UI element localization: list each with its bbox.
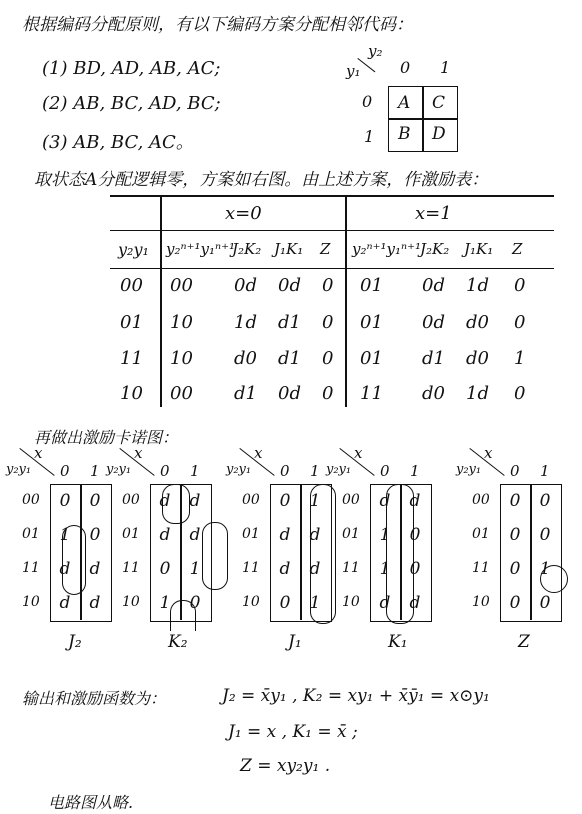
kmap-cell: d — [89, 559, 101, 579]
kmap-row-label: 11 — [122, 560, 140, 576]
kmap-x-label: x — [484, 444, 493, 462]
kmap-row-label: 00 — [22, 492, 40, 508]
kmap-cell: 1 — [539, 559, 551, 579]
group-x0: x=0 — [225, 203, 262, 224]
table-cell-x0: 0 — [322, 275, 334, 296]
kmap-col-0: 0 — [510, 462, 520, 480]
choice-text: 取状态A分配逻辑零，方案如右图。由上述方案，作激励表： — [34, 170, 489, 190]
j1-loop — [310, 484, 336, 624]
table-cell-x1: 1 — [514, 348, 526, 369]
option-3: (3) AB, BC, AC。 — [42, 132, 194, 153]
kmap-row-label: 01 — [22, 526, 40, 542]
table-cell-x1: 01 — [360, 275, 383, 296]
footer-note: 电路图从略. — [48, 793, 134, 812]
kmap-row-label: 00 — [472, 492, 490, 508]
x0-j2k2-header: J₂K₂ — [232, 240, 262, 258]
kmap-label: J₁ — [288, 632, 302, 652]
map-cell-d: D — [432, 124, 446, 144]
kmap-cell: d — [379, 491, 391, 511]
table-row-state: 10 — [120, 383, 143, 404]
equation-1: J₂ = x̄y₁ , K₂ = xy₁ + x̄ȳ₁ = x⊙y₁ — [222, 686, 490, 706]
table-cell-x0: d1 — [234, 383, 257, 404]
kmap-row-label: 11 — [242, 560, 260, 576]
kmap-cell: 1 — [189, 559, 201, 579]
table-row-state: 11 — [120, 348, 143, 369]
z-circle — [540, 565, 568, 593]
kmap-row-label: 00 — [242, 492, 260, 508]
table-cell-x0: 10 — [170, 348, 193, 369]
map-cell-b: B — [398, 124, 411, 144]
table-cell-x1: d1 — [422, 348, 445, 369]
kmap-col-0: 0 — [380, 462, 390, 480]
kmap-cell: d — [159, 525, 171, 545]
kmap-cell: 0 — [89, 525, 101, 545]
kmap-y-label: y₂y₁ — [456, 462, 482, 477]
table-cell-x1: 11 — [360, 383, 383, 404]
kmap-cell: 0 — [539, 593, 551, 613]
kmap-col-1: 1 — [90, 462, 100, 480]
kmap-row-label: 10 — [342, 594, 360, 610]
map-y2-label: y₂ — [368, 42, 383, 60]
x1-j2k2-header: J₂K₂ — [420, 240, 450, 258]
table-cell-x0: 0d — [278, 275, 301, 296]
k2-loop-top — [162, 484, 190, 524]
kmap-y-label: y₂y₁ — [6, 462, 32, 477]
kmap-cell: 0 — [159, 559, 171, 579]
kmap-cell: d — [279, 559, 291, 579]
kmap-row-label: 00 — [122, 492, 140, 508]
kmap-col-1: 1 — [410, 462, 420, 480]
kmap-cell: 1 — [159, 593, 171, 613]
map-y1-label: y₁ — [346, 62, 361, 80]
table-cell-x1: 0d — [422, 275, 445, 296]
kmap-label: K₁ — [388, 632, 408, 652]
kmap-cell: 0 — [189, 593, 201, 613]
x1-z-header: Z — [512, 240, 523, 258]
kmap-y-label: y₂y₁ — [326, 462, 352, 477]
x1-j1k1-header: J₁K₁ — [464, 240, 494, 258]
kmap-cell: d — [379, 593, 391, 613]
kmap-label: Z — [518, 632, 530, 652]
kmap-heading: 再做出激励卡诺图： — [34, 428, 179, 447]
kmap-cell: 0 — [539, 525, 551, 545]
kmap-col-1: 1 — [310, 462, 320, 480]
kmap-cell: d — [279, 525, 291, 545]
table-header-rule — [110, 268, 554, 269]
map-cell-a: A — [398, 93, 411, 113]
state-header: y₂y₁ — [118, 240, 149, 259]
table-cell-x1: d0 — [466, 312, 489, 333]
equations-heading: 输出和激励函数为： — [22, 689, 167, 708]
kmap-x-label: x — [354, 444, 363, 462]
table-cell-x0: 0d — [278, 383, 301, 404]
map-cell-c: C — [432, 93, 446, 113]
kmap-row-label: 01 — [342, 526, 360, 542]
kmap-cell: d — [309, 525, 321, 545]
table-top-rule — [110, 195, 554, 197]
table-cell-x0: 00 — [170, 275, 193, 296]
equation-2: J₁ = x , K₁ = x̄ ; — [228, 722, 358, 742]
table-cell-x0: 1d — [234, 312, 257, 333]
kmap-x-label: x — [254, 444, 263, 462]
k1-loop — [386, 484, 414, 624]
map-col-1: 1 — [440, 58, 451, 77]
kmap-cell: d — [159, 491, 171, 511]
kmap-cell: d — [189, 525, 201, 545]
kmap-cell: d — [409, 593, 421, 613]
kmap-cell: 0 — [509, 525, 521, 545]
kmap-cell: d — [409, 491, 421, 511]
kmap-cell: 0 — [509, 559, 521, 579]
x0-z-header: Z — [320, 240, 331, 258]
kmap-cell: 0 — [279, 491, 291, 511]
table-cell-x1: 0d — [422, 312, 445, 333]
table-cell-x1: d0 — [466, 348, 489, 369]
table-cell-x1: 01 — [360, 348, 383, 369]
map-hline — [388, 118, 458, 120]
kmap-cell: 0 — [509, 593, 521, 613]
x0-j1k1-header: J₁K₁ — [274, 240, 304, 258]
kmap-col-0: 0 — [160, 462, 170, 480]
table-cell-x0: 10 — [170, 312, 193, 333]
table-cell-x1: d0 — [422, 383, 445, 404]
kmap-row-label: 01 — [242, 526, 260, 542]
kmap-cell: 0 — [509, 491, 521, 511]
k2-loop-right — [202, 522, 228, 590]
equation-3: Z = xy₂y₁ . — [240, 756, 331, 776]
table-cell-x1: 1d — [466, 383, 489, 404]
table-cell-x0: 0 — [322, 312, 334, 333]
option-1: (1) BD, AD, AB, AC; — [42, 58, 221, 79]
table-cell-x1: 0 — [514, 275, 526, 296]
table-cell-x0: d0 — [234, 348, 257, 369]
table-cell-x1: 01 — [360, 312, 383, 333]
kmap-cell: d — [189, 491, 201, 511]
table-group-rule — [110, 230, 554, 231]
kmap-col-1: 1 — [540, 462, 550, 480]
kmap-cell: d — [59, 559, 71, 579]
x0-next-header: y₂ⁿ⁺¹y₁ⁿ⁺¹ — [166, 240, 235, 258]
kmap-cell: d — [309, 559, 321, 579]
kmap-row-label: 11 — [472, 560, 490, 576]
kmap-x-label: x — [34, 444, 43, 462]
kmap-x-label: x — [134, 444, 143, 462]
k2-loop-bottom — [170, 600, 196, 631]
kmap-row-label: 01 — [122, 526, 140, 542]
kmap-cell: 1 — [379, 559, 391, 579]
table-row-state: 00 — [120, 275, 143, 296]
kmap-cell: d — [89, 593, 101, 613]
kmap-row-label: 10 — [472, 594, 490, 610]
map-col-0: 0 — [400, 58, 411, 77]
j2-loop — [62, 525, 86, 595]
kmap-row-label: 11 — [22, 560, 40, 576]
table-state-divider — [160, 195, 162, 407]
map-row-0: 0 — [362, 92, 373, 111]
group-x1: x=1 — [415, 203, 452, 224]
kmap-cell: 1 — [59, 525, 71, 545]
kmap-cell: 0 — [89, 491, 101, 511]
kmap-cell: 0 — [279, 593, 291, 613]
table-cell-x0: d1 — [278, 348, 301, 369]
kmap-cell: 0 — [59, 491, 71, 511]
kmap-cell: 0 — [539, 491, 551, 511]
kmap-y-label: y₂y₁ — [106, 462, 132, 477]
kmap-row-label: 10 — [22, 594, 40, 610]
kmap-col-0: 0 — [280, 462, 290, 480]
table-cell-x0: 0d — [234, 275, 257, 296]
kmap-label: J₂ — [68, 632, 82, 652]
table-cell-x0: d1 — [278, 312, 301, 333]
kmap-cell: 1 — [379, 525, 391, 545]
kmap-cell: 0 — [409, 525, 421, 545]
kmap-cell: 1 — [309, 491, 321, 511]
kmap-cell: 1 — [309, 593, 321, 613]
kmap-label: K₂ — [168, 632, 188, 652]
table-cell-x0: 00 — [170, 383, 193, 404]
kmap-row-label: 01 — [472, 526, 490, 542]
table-group-divider — [345, 195, 347, 407]
table-cell-x1: 0 — [514, 312, 526, 333]
table-row-state: 01 — [120, 312, 143, 333]
kmap-cell: 0 — [409, 559, 421, 579]
kmap-row-label: 10 — [122, 594, 140, 610]
table-cell-x0: 0 — [322, 383, 334, 404]
intro-text: 根据编码分配原则，有以下编码方案分配相邻代码： — [22, 15, 413, 35]
kmap-y-label: y₂y₁ — [226, 462, 252, 477]
kmap-row-label: 00 — [342, 492, 360, 508]
kmap-row-label: 10 — [242, 594, 260, 610]
kmap-cell: d — [59, 593, 71, 613]
table-cell-x1: 0 — [514, 383, 526, 404]
kmap-row-label: 11 — [342, 560, 360, 576]
kmap-col-0: 0 — [60, 462, 70, 480]
option-2: (2) AB, BC, AD, BC; — [42, 93, 221, 114]
table-cell-x1: 1d — [466, 275, 489, 296]
table-cell-x0: 0 — [322, 348, 334, 369]
map-row-1: 1 — [364, 127, 375, 146]
kmap-col-1: 1 — [190, 462, 200, 480]
x1-next-header: y₂ⁿ⁺¹y₁ⁿ⁺¹ — [352, 240, 421, 258]
